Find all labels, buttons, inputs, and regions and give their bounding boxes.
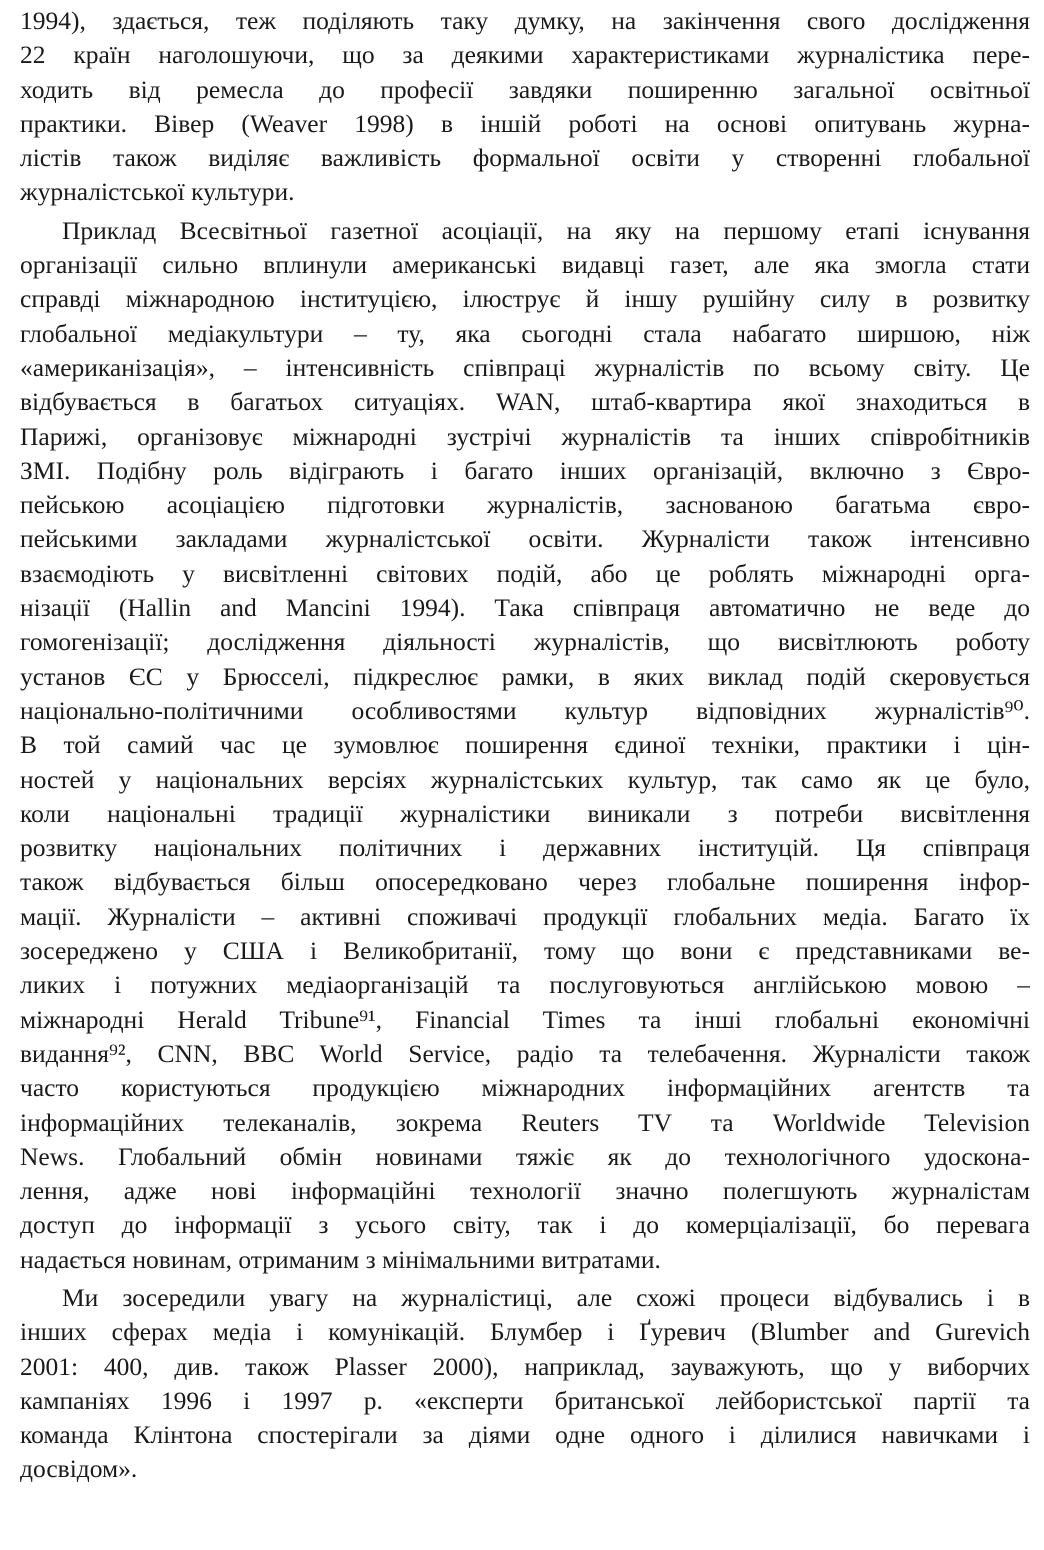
text-line: пейськими закладами журналістської освіти. Журналісти також інтенсивно (20, 524, 1030, 554)
text-line: часто користуються продукцією міжнародних інформаційних агентств та (20, 1073, 1030, 1103)
text-line: зосереджено у США і Великобританії, тому що вони є представниками ве- (20, 936, 1030, 966)
paragraph (20, 1281, 1030, 1487)
text-line: мації. Журналісти – активні споживачі продукції глобальних медіа. Багато їх (20, 901, 1030, 931)
text-line: міжнародні Herald Tribune⁹¹, Financial Times та інші глобальні економічні (20, 1004, 1030, 1034)
text-line: News. Глобальний обмін новинами тяжіє як до технологічного удоскона- (20, 1141, 1030, 1171)
text-line: пейською асоціацією підготовки журналістів, заснованою багатьма євро- (20, 490, 1030, 520)
text-line: ходить від ремесла до професії завдяки поширенню загальної освітньої (20, 74, 1030, 104)
text-line: національно-політичними особливостями культур відповідних журналістів⁹⁰. (20, 695, 1030, 725)
text-line: взаємодіють у висвітленні світових подій, або це роблять міжнародні орга- (20, 558, 1030, 588)
text-line: кампаніях 1996 і 1997 р. «експерти британської лейбористської партії та (20, 1385, 1030, 1415)
text-line: доступ до інформації з усього світу, так і до комерціалізації, бо перевага (20, 1210, 1030, 1240)
paragraph (20, 214, 1030, 1277)
text-line: команда Клінтона спостерігали за діями одне одного і ділилися навичками і (20, 1420, 1030, 1450)
text-line: практики. Вівер (Weaver 1998) в іншій роботі на основі опитувань журна- (20, 108, 1030, 138)
paragraph (20, 4, 1030, 210)
text-line: інформаційних телеканалів, зокрема Reuters TV та Worldwide Television (20, 1107, 1030, 1137)
text-line: гомогенізації; дослідження діяльності журналістів, що висвітлюють роботу (20, 627, 1030, 657)
text-line: видання⁹², CNN, BBC World Service, радіо та телебачення. Журналісти також (20, 1038, 1030, 1068)
text-line: розвитку національних політичних і державних інституцій. Ця співпраця (20, 833, 1030, 863)
text-line: Ми зосередили увагу на журналістиці, але схожі процеси відбувались і в (62, 1282, 1030, 1312)
text-line: глобальної медіакультури – ту, яка сьогодні стала набагато ширшою, ніж (20, 318, 1030, 348)
text-line: 1994), здається, теж поділяють таку думку, на закінчення свого дослідження (20, 6, 1030, 35)
text-line: нізації (Hallin and Mancini 1994). Така співпраця автоматично не веде до (20, 593, 1030, 623)
text-line: коли національні традиції журналістики виникали з потреби висвітлення (20, 798, 1030, 828)
text-line: установ ЄС у Брюсселі, підкреслює рамки, в яких виклад подій скеровується (20, 661, 1030, 691)
text-line: лення, адже нові інформаційні технології значно полегшують журналістам (20, 1176, 1030, 1206)
text-line: ликих і потужних медіаорганізацій та послуговуються англійською мовою – (20, 970, 1030, 1000)
text-line: Парижі, організовує міжнародні зустрічі журналістів та інших співробітників (20, 421, 1030, 451)
text-line: ЗМІ. Подібну роль відіграють і багато інших організацій, включно з Євро- (20, 455, 1030, 485)
document-page (20, 4, 1030, 1491)
text-line: справді міжнародною інституцією, ілюструє й іншу рушійну силу в розвитку (20, 284, 1030, 314)
text-line: В той самий час це зумовлює поширення єдиної техніки, практики і цін- (20, 730, 1030, 760)
text-line: відбувається в багатьох ситуаціях. WAN, штаб-квартира якої знаходиться в (20, 387, 1030, 417)
text-line: також відбувається більш опосередковано через глобальне поширення інфор- (20, 867, 1030, 897)
text-line: журналістської культури. (20, 177, 295, 207)
text-line: досвідом». (20, 1454, 138, 1484)
text-line: 2001: 400, див. також Plasser 2000), наприклад, зауважують, що у виборчих (20, 1351, 1030, 1381)
text-line: організації сильно вплинули американські видавці газет, але яка змогла стати (20, 250, 1030, 280)
text-line: ностей у національних версіях журналістських культур, так само як це було, (20, 764, 1030, 794)
text-line: інших сферах медіа і комунікацій. Блумбер і Ґуревич (Blumber and Gurevich (20, 1317, 1030, 1347)
text-line: 22 країн наголошуючи, що за деякими характеристиками журналістика пере- (20, 40, 1030, 70)
text-line: «американізація», – інтенсивність співпраці журналістів по всьому світу. Це (20, 352, 1030, 382)
text-line: лістів також виділяє важливість формальної освіти у створенні глобальної (20, 143, 1030, 173)
text-line: Приклад Всесвітньої газетної асоціації, на яку на першому етапі існування (62, 215, 1030, 245)
text-line: надається новинам, отриманим з мінімальними витратами. (20, 1244, 661, 1274)
